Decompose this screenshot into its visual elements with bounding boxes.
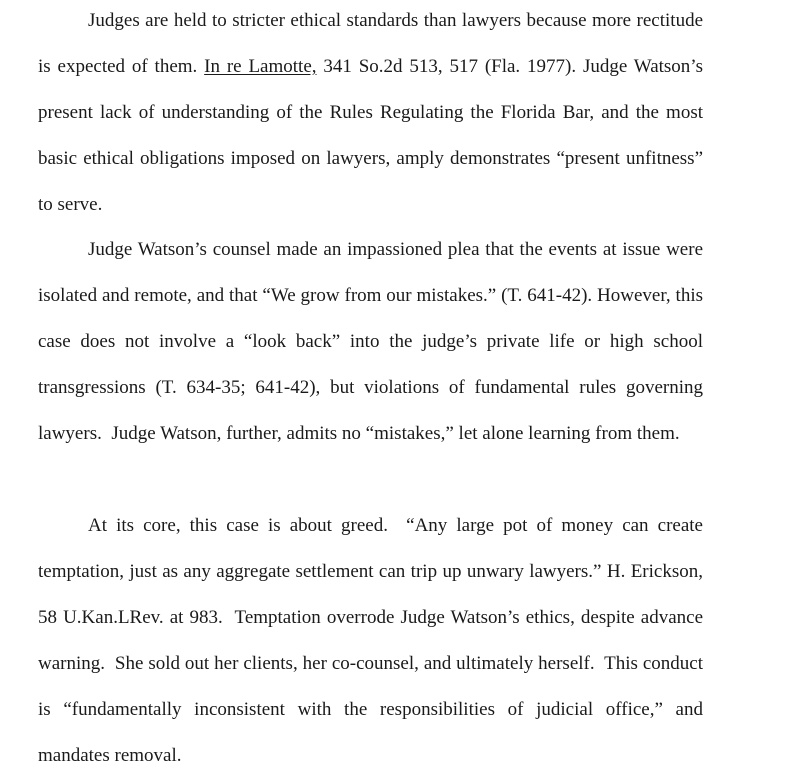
paragraph-lack-of-understanding [38,0,703,228]
paragraph-text: 341 So.2d 513, 517 (Fla. 1977). Judge Watson’s present lack of understanding of the Rules Regulating the Florida Bar, and the most basic ethical obligations imposed on lawyers, amply demonstrates “present unfitness” to serve. [38,56,703,215]
paragraph-greed: At its core, this case is about greed. “Any large pot of money can create temptation, just as any aggregate settlement can trip up unwary lawyers.” H. Erickson, 58 U.Kan.LRev. at 983. Temptation overrode Judge Watson’s ethics, despite advance warning. She sold out her clients, her co-counsel, and ultimately herself. This conduct is “fundamentally inconsistent with the responsibilities of judicial office,” and mandates removal. [38,515,703,766]
case-citation: In re Lamotte, [204,56,317,77]
paragraph-text: Judges are held to stricter ethical standards than lawyers because more rectitude is expected of them. [38,10,703,77]
paragraph-counsel-plea: Judge Watson’s counsel made an impassioned plea that the events at issue were isolated and remote, and that “We grow from our mistakes.” (T. 641-42). However, this case does not involve a “look back” into the judge’s private life or high school transgressions (T. 634-35; 641-42), but violations of fundamental rules governing lawyers. Judge Watson, further, admits no “mistakes,” let alone learning from them. [38,239,703,444]
